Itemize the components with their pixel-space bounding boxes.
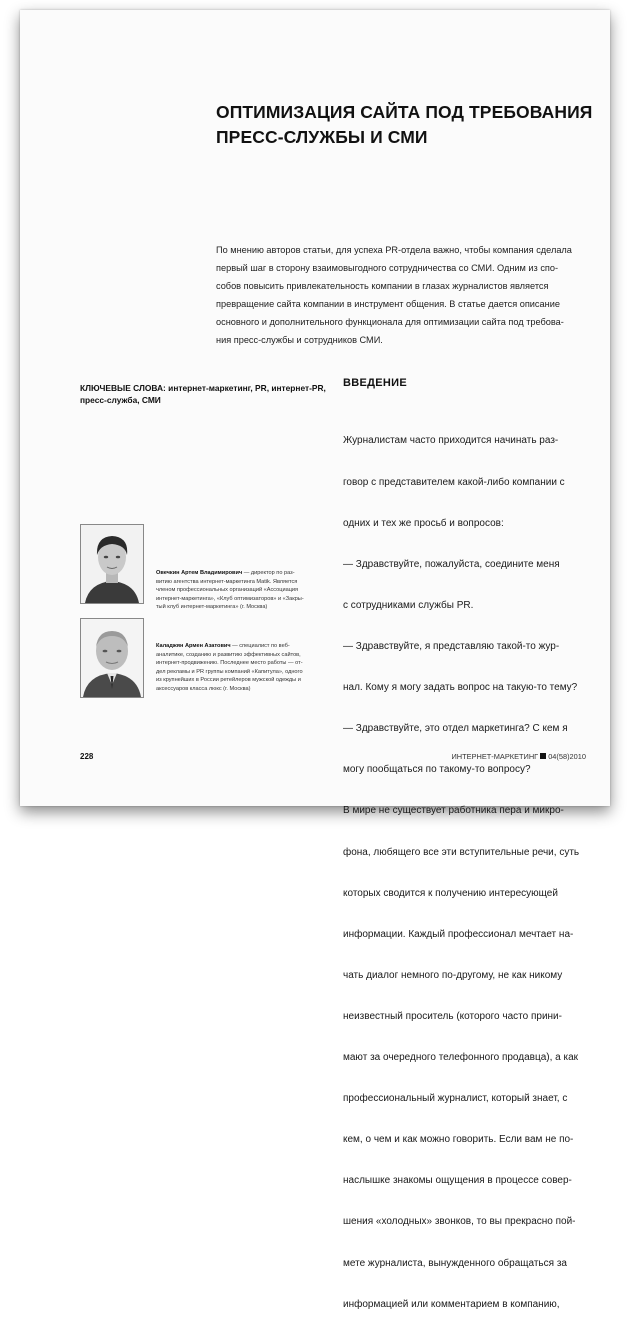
body-text [343, 407, 605, 1339]
article-abstract [216, 241, 596, 349]
bio-line: витию агентства интернет-маркетинга Matik. Является [156, 578, 298, 585]
body-line: могу пообщаться по такому-то вопросу? [343, 764, 531, 776]
body-line: неизвестный проситель (которого часто прини- [343, 1010, 562, 1022]
bio-line: интернет-маркетинга», «Клуб оптимизаторов» и «Закры- [156, 595, 304, 602]
author-name: Овечкин Артем Владимирович [156, 570, 243, 576]
issue-number: 04(58)2010 [548, 752, 586, 761]
bio-line: — директор по раз- [242, 570, 295, 576]
body-line: мете журналиста, вынужденного обращаться за [343, 1257, 567, 1269]
body-line: нал. Кому я могу задать вопрос на такую-то тему? [343, 682, 578, 694]
body-line: — Здравствуйте, это отдел маркетинга? С кем я [343, 723, 568, 735]
body-line: — Здравствуйте, пожалуйста, соедините меня [343, 558, 560, 570]
abstract-line: собов повысить привлекательность компании в глазах журналистов является [216, 281, 549, 291]
square-bullet-icon [540, 753, 546, 759]
article-title [216, 100, 593, 150]
body-line: которых сводится к получению интересующей [343, 887, 558, 899]
body-line: говор с представителем какой-либо компании с [343, 476, 565, 488]
author-bio [156, 642, 331, 694]
body-line: мают за очередного телефонного продавца), а как [343, 1052, 579, 1064]
body-line: кем, о чем и как можно говорить. Если вам не по- [343, 1134, 574, 1146]
bio-line: — специалист по веб- [230, 643, 290, 649]
running-footer [452, 752, 587, 761]
bio-line: из крупнейших в России ретейлеров мужской одежды и [156, 677, 301, 684]
keywords-line: пресс-служба, СМИ [80, 395, 161, 405]
bio-line: тый клуб интернет-маркетинга» (г. Москва) [156, 604, 268, 611]
body-line: Журналистам часто приходится начинать раз- [343, 435, 559, 447]
body-line: В мире не существует работника пера и микро- [343, 805, 564, 817]
abstract-line: ния пресс-службы и сотрудников СМИ. [216, 335, 383, 345]
body-line: шения «холодных» звонков, то вы прекрасно пой- [343, 1216, 576, 1228]
title-line: ОПТИМИЗАЦИЯ САЙТА ПОД ТРЕБОВАНИЯ [216, 102, 593, 122]
body-line: информации. Каждый профессионал мечтает на- [343, 928, 574, 940]
magazine-name: ИНТЕРНЕТ-МАРКЕТИНГ [451, 752, 539, 761]
author-name: Каладжян Армен Азатович [156, 643, 231, 649]
keywords [80, 382, 330, 406]
section-heading: ВВЕДЕНИЕ [343, 377, 407, 389]
keywords-line: КЛЮЧЕВЫЕ СЛОВА: интернет-маркетинг, PR, интернет-PR, [80, 383, 326, 393]
abstract-line: первый шаг в сторону взаимовыгодного сотрудничества со СМИ. Одним из спо- [216, 263, 559, 273]
abstract-line: основного и дополнительного функционала для оптимизации сайта под требова- [216, 317, 564, 327]
body-line: наслышке знакомы ощущения в процессе совер- [343, 1175, 572, 1187]
body-line: чать диалог немного по-другому, не как никому [343, 969, 563, 981]
author-portrait-icon [81, 619, 143, 697]
title-line: ПРЕСС-СЛУЖБЫ И СМИ [216, 127, 428, 147]
author-portrait-icon [81, 525, 143, 603]
body-line: фона, любящего все эти вступительные речи, суть [343, 846, 580, 858]
body-line: информацией или комментарием в компанию, [343, 1298, 560, 1310]
author-photo [80, 524, 144, 604]
body-line: одних и тех же просьб и вопросов: [343, 517, 504, 529]
magazine-page [20, 10, 610, 1310]
abstract-line: По мнению авторов статьи, для успеха PR-отдела важно, чтобы компания сделала [216, 245, 572, 255]
body-line: с сотрудниками службы PR. [343, 599, 474, 611]
body-line: профессиональный журналист, который знает, с [343, 1093, 568, 1105]
bio-line: аналитике, созданию и развитию эффективных сайтов, [156, 651, 301, 658]
author-photo [80, 618, 144, 698]
bio-line: интернет-продвижению. Последнее место работы — от- [156, 660, 303, 667]
bio-line: аксессуаров класса люкс (г. Москва) [156, 685, 251, 692]
page-number: 228 [80, 752, 94, 761]
bio-line: дел рекламы и PR группы компаний «Капитула», одного [156, 668, 303, 675]
author-bio [156, 569, 331, 612]
bio-line: членом профессиональных организаций «Ассоциация [156, 587, 299, 594]
body-line: — Здравствуйте, я представляю такой-то жур- [343, 640, 560, 652]
abstract-line: превращение сайта компании в инструмент общения. В статье дается описание [216, 299, 560, 309]
